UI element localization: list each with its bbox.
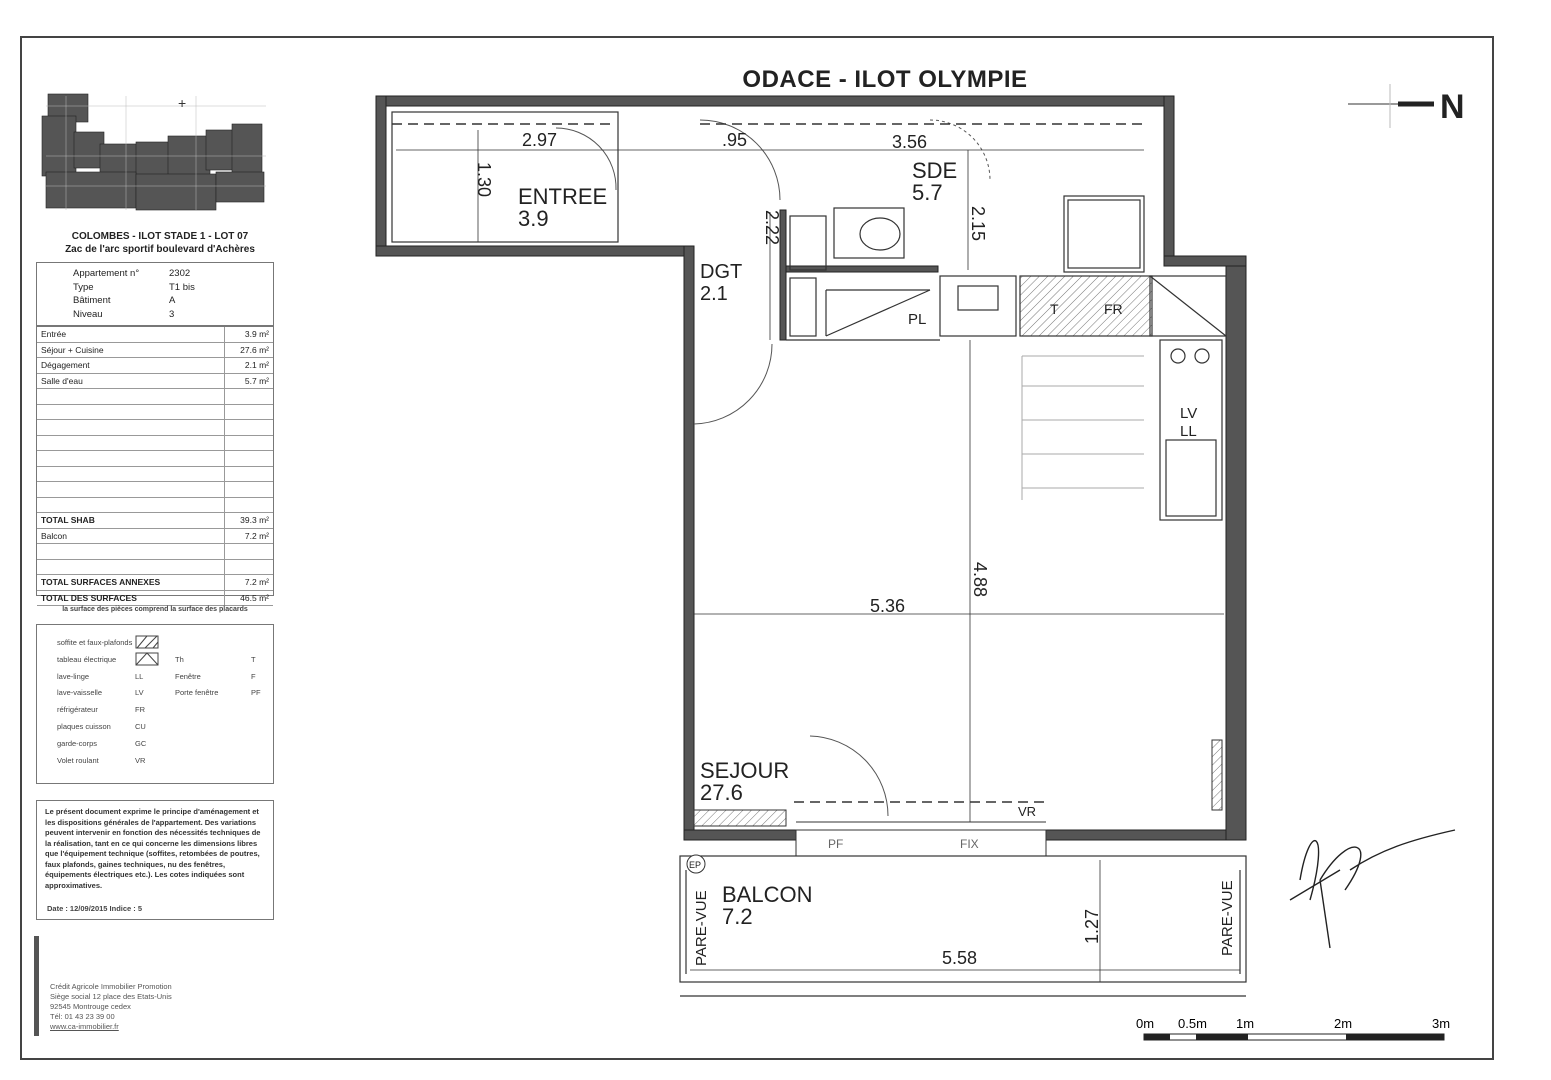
company-website-link[interactable]: www.ca-immobilier.fr — [50, 1022, 119, 1031]
dim-0-95: .95 — [722, 130, 748, 150]
wall-sejour-left — [684, 246, 694, 840]
info-label: Appartement n° — [73, 268, 140, 279]
svg-text:+: + — [178, 95, 187, 111]
label-parevue-left: PARE-VUE — [693, 890, 710, 966]
surface-value: 7.2 m² — [224, 529, 273, 544]
svg-text:N: N — [1440, 88, 1465, 126]
room-balcon-area: 7.2 — [722, 904, 753, 929]
room-entree-area: 3.9 — [518, 206, 549, 231]
info-value: 2302 — [169, 268, 191, 279]
label-pl: PL — [908, 311, 927, 328]
dim-2-15: 2.15 — [968, 206, 988, 242]
partition-sde — [786, 266, 938, 272]
dim-3-56: 3.56 — [892, 132, 928, 152]
wall-top — [376, 96, 1174, 106]
room-sde-area: 5.7 — [912, 180, 943, 205]
legend-label: lave-linge — [57, 671, 90, 681]
label-ll: LL — [1180, 423, 1197, 440]
legend-code2: T — [251, 654, 256, 664]
legend-label: Volet roulant — [57, 755, 99, 765]
legend-label: lave-vaisselle — [57, 688, 103, 698]
surface-value: 2.1 m² — [224, 358, 273, 373]
room-sejour-area: 27.6 — [700, 780, 743, 805]
surface-label: Dégagement — [41, 360, 90, 370]
label-pf: PF — [828, 837, 844, 851]
label-fr: FR — [1104, 301, 1123, 317]
legend-label: tableau électrique — [57, 654, 117, 664]
surface-label: TOTAL SHAB — [41, 515, 95, 525]
dim-5-36: 5.36 — [870, 596, 906, 616]
label-fix: FIX — [960, 837, 979, 851]
surface-label: Balcon — [41, 530, 67, 541]
surface-value: 7.2 m² — [224, 575, 273, 590]
legend-code: LV — [135, 688, 144, 698]
date-line: Date : 12/09/2015 Indice : 5 — [47, 904, 143, 913]
svg-text:0m: 0m — [1136, 1016, 1155, 1031]
surface-label: Séjour + Cuisine — [41, 344, 104, 355]
disclaimer-text: Le présent document exprime le principe d'aménagement et les dispositions générales de l'appartement. Des variations peuvent intervenir en fonction des nécessités techniques de la réalisation, tant en ce qui concerne les dimensions libres que l'équipement technique (soffites, retombées de poutres, faux plafonds, gaines techniques, nu des fenêtres, équipements électriques etc.). Les cotes indiquées sont approximatives. — [45, 807, 261, 890]
info-value: T1 bis — [169, 281, 195, 293]
legend-code: LL — [135, 671, 144, 681]
wall-bottom-left — [684, 830, 796, 840]
company-line: 92545 Montrouge cedex — [50, 1002, 131, 1011]
legend-label: réfrigérateur — [57, 705, 98, 715]
room-dgt-name: DGT — [700, 261, 743, 283]
room-sejour-name: SEJOUR — [700, 758, 790, 783]
dim-5-58: 5.58 — [942, 948, 978, 968]
info-label: Type — [73, 281, 94, 293]
surface-label: Salle d'eau — [41, 375, 83, 386]
wall-left-entry — [376, 96, 386, 256]
company-line: Tél: 01 43 23 39 00 — [50, 1012, 115, 1021]
wall-right-step — [1164, 256, 1246, 266]
label-t: T — [1050, 301, 1059, 317]
dim-1-27: 1.27 — [1082, 908, 1102, 944]
wall-right-upper — [1164, 96, 1174, 266]
svg-text:0.5m: 0.5m — [1178, 1016, 1207, 1031]
legend-label: soffite et faux-plafonds — [57, 638, 133, 647]
label-vr: VR — [1018, 804, 1037, 819]
room-balcon-name: BALCON — [722, 882, 813, 907]
surface-note: la surface des pièces comprend la surface des placards — [62, 606, 248, 613]
scale-bar — [1136, 1016, 1450, 1040]
plan-title: ODACE - ILOT OLYMPIE — [742, 66, 1028, 93]
surface-value: 3.9 m² — [224, 327, 273, 342]
room-dgt-area: 2.1 — [700, 283, 728, 305]
legend-code2: F — [251, 671, 256, 681]
company-line: Crédit Agricole Immobilier Promotion — [50, 982, 172, 991]
surface-value: 39.3 m² — [224, 513, 273, 528]
legend-label2: Porte fenêtre — [175, 688, 219, 698]
svg-text:2m: 2m — [1334, 1016, 1353, 1031]
info-value: A — [169, 295, 176, 306]
project-line1: COLOMBES - ILOT STADE 1 - LOT 07 — [71, 231, 249, 242]
info-value: 3 — [169, 308, 175, 320]
legend-code: FR — [135, 705, 145, 715]
company-line: Siège social 12 place des Etats-Unis — [50, 992, 172, 1001]
legend-code: VR — [135, 755, 146, 765]
surface-label: Entrée — [41, 329, 67, 339]
wall-right — [1226, 256, 1246, 840]
surface-value: 5.7 m² — [224, 374, 273, 389]
wall-bottom-right — [1046, 830, 1246, 840]
label-ep: EP — [689, 860, 702, 870]
surface-value: 46.5 m² — [224, 591, 273, 606]
room-sde-name: SDE — [912, 158, 958, 183]
wall-entry-bottom — [376, 246, 684, 256]
legend-code: CU — [135, 721, 146, 731]
label-parevue-right: PARE-VUE — [1219, 880, 1236, 956]
surface-label: TOTAL DES SURFACES — [41, 592, 137, 603]
surface-label: TOTAL SURFACES ANNEXES — [41, 577, 161, 587]
svg-text:1m: 1m — [1236, 1016, 1255, 1031]
info-label: Bâtiment — [73, 295, 111, 306]
legend-label: garde-corps — [57, 738, 98, 748]
legend-label2: Fenêtre — [175, 671, 201, 681]
signature — [1290, 830, 1455, 948]
info-label: Niveau — [73, 308, 103, 320]
legend-label: plaques cuisson — [57, 721, 111, 731]
north-arrow-icon — [1348, 84, 1465, 128]
room-entree-name: ENTREE — [518, 184, 608, 209]
project-line2: Zac de l'arc sportif boulevard d'Achères — [65, 244, 255, 255]
legend-code: GC — [135, 738, 147, 748]
legend-label2: Th — [175, 654, 184, 664]
dim-1-30: 1.30 — [474, 162, 494, 198]
dim-4-88: 4.88 — [970, 562, 990, 598]
legend-code2: PF — [251, 688, 261, 698]
dim-2-22: 2.22 — [762, 210, 782, 246]
label-lv: LV — [1180, 405, 1198, 422]
svg-text:3m: 3m — [1432, 1016, 1451, 1031]
dim-2-97: 2.97 — [522, 130, 558, 150]
surface-value: 27.6 m² — [224, 343, 273, 358]
